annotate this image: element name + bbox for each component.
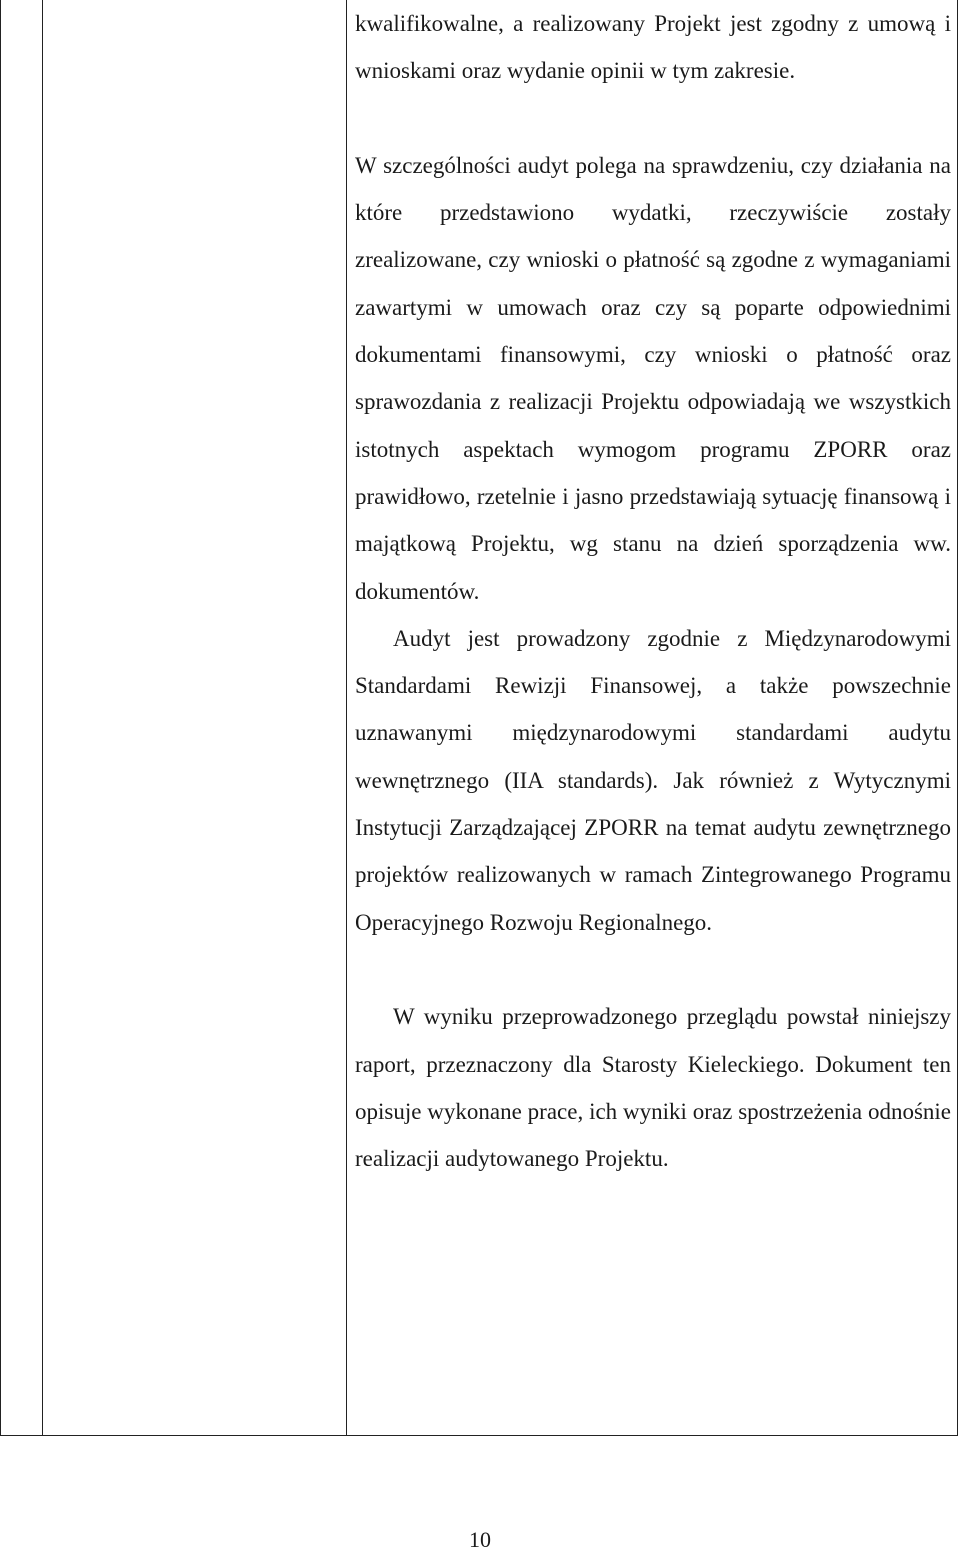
page-number: 10 [469,1527,491,1552]
paragraph-4: W wyniku przeprowadzonego przeglądu powstał niniejszy raport, przeznaczony dla Starosty Kieleckiego. Dokument ten opisuje wykonane prace, ich wyniki oraz spostrzeżenia odnośnie realizacji audytowanego Projektu. [355,1004,951,1172]
table-column-divider [346,0,347,1435]
table-column-divider [42,0,43,1435]
paragraph-1: kwalifikowalne, a realizowany Projekt jest zgodny z umową i wnioskami oraz wydanie opinii w tym zakresie. [355,11,951,84]
table-cell-content [355,0,951,1182]
paragraph-3: Audyt jest prowadzony zgodnie z Międzynarodowymi Standardami Rewizji Finansowej, a także powszechnie uznawanymi międzynarodowymi standardami audytu wewnętrznego (IIA standards). Jak również z Wytycznymi Instytucji Zarządzającej ZPORR na temat audytu zewnętrznego projektów realizowanych w ramach Zintegrowanego Programu Operacyjnego Rozwoju Regionalnego. [355,625,951,935]
paragraph-2: W szczególności audyt polega na sprawdzeniu, czy działania na które przedstawiono wydatki, rzeczywiście zostały zrealizowane, czy wnioski o płatność są zgodne z wymaganiami zawartymi w umowach oraz czy są poparte odpowiednimi dokumentami finansowymi, czy wnioski o płatność oraz sprawozdania z realizacji Projektu odpowiadają we wszystkich istotnych aspektach wymogom programu ZPORR oraz prawidłowo, rzetelnie i jasno przedstawiają sytuację finansową i majątkową Projektu, wg stanu na dzień sporządzenia ww. dokumentów. [355,152,951,604]
